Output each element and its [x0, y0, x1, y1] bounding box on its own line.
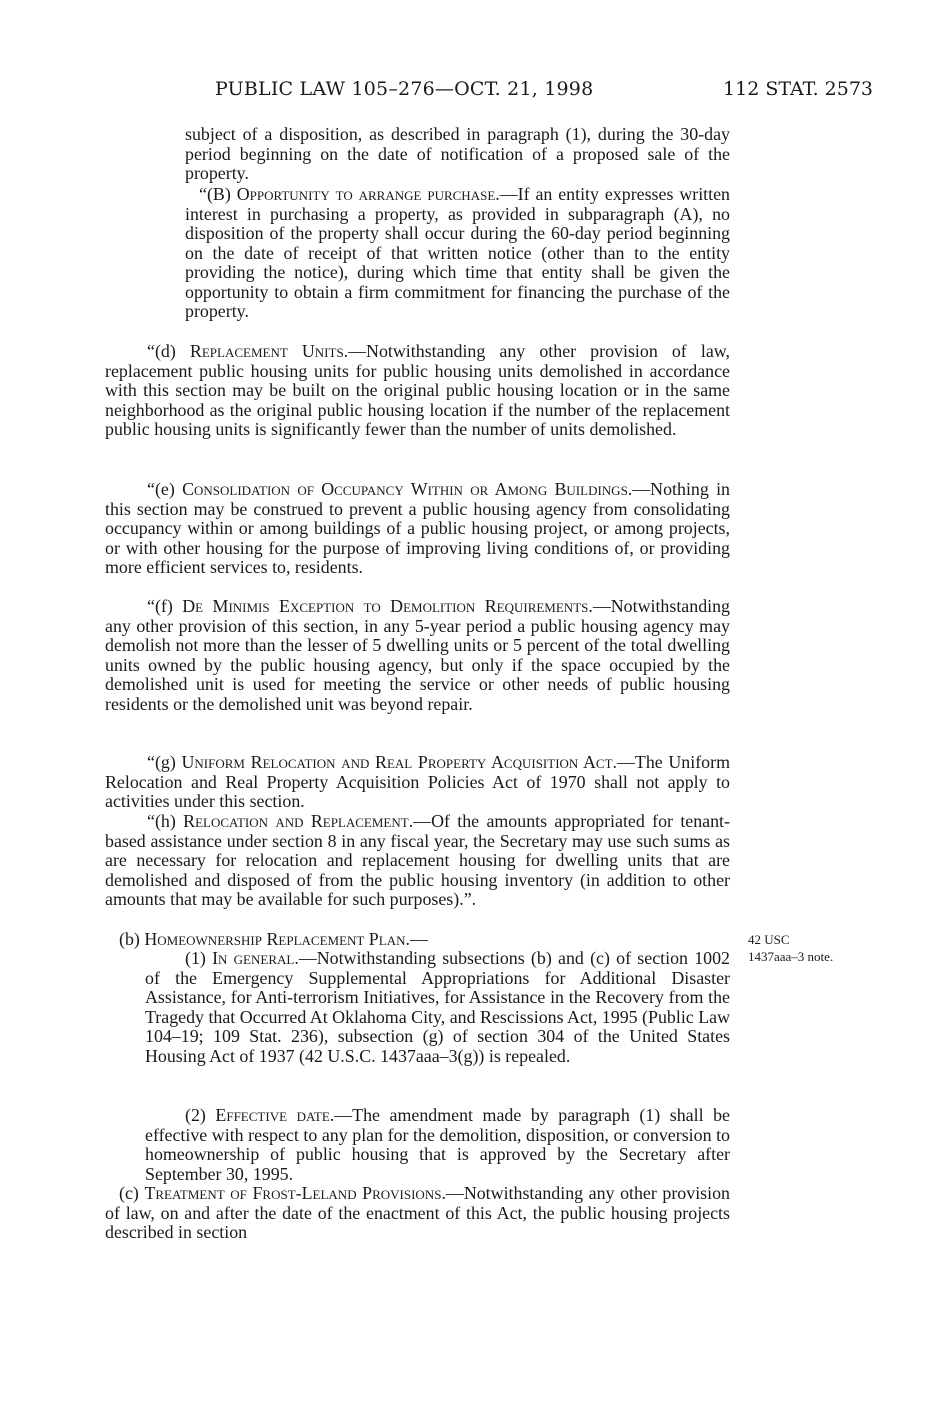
- paragraph-heading: De Minimis Exception to Demolition Requirements.: [182, 596, 593, 616]
- paragraph-heading: Effective date.: [215, 1105, 335, 1125]
- paragraph-text: —Nothing in this section may be construed to prevent a public housing agency from consolidating occupancy within or among buildings of a public housing project, or among projects, or with other housing for the purpose of improving living conditions of, or providing more efficient services to, residents.: [105, 479, 731, 577]
- paragraph-homeownership-plan: [105, 930, 730, 950]
- paragraph-prefix: “(f): [147, 596, 183, 616]
- header-stat-page: 112 STAT. 2573: [723, 78, 873, 100]
- paragraph-de-minimis-exception: [105, 597, 730, 714]
- paragraph-frost-leland: [105, 1184, 730, 1243]
- paragraph-heading: Opportunity to arrange purchase.: [236, 184, 500, 204]
- paragraph-uniform-relocation-act: [105, 753, 730, 812]
- paragraph-prefix: “(g): [147, 752, 182, 772]
- paragraph-prefix: (c): [119, 1183, 145, 1203]
- paragraph-opportunity-purchase: [185, 185, 730, 322]
- paragraph-text: —Notwithstanding any other provision of law, replacement public housing units for public housing units demolished in accordance with this section may be built on the original public housing location or in the same neighborhood as the original public housing location if the number of the replacement public housing units is significantly fewer than the number of units demolished.: [105, 341, 730, 439]
- paragraph-heading: Relocation and Replacement.: [183, 811, 414, 831]
- paragraph-text: subject of a disposition, as described in paragraph (1), during the 30-day period beginning on the date of notification of a proposed sale of the property.: [185, 124, 730, 183]
- paragraph-in-general: [145, 949, 730, 1066]
- paragraph-prefix: “(d): [147, 341, 190, 361]
- paragraph-text: —Notwithstanding any other provision of this section, in any 5-year period a public housing agency may demolish not more than the lesser of 5 dwelling units or 5 percent of the total dwelling units owned by the public housing agency, but only if the space occupied by the demolished unit is used for meeting the service or other needs of public housing residents or the demolished unit was beyond repair.: [105, 596, 731, 714]
- margin-note-line: 42 USC: [748, 932, 790, 947]
- paragraph-prefix: “(h): [147, 811, 184, 831]
- paragraph-heading: Treatment of Frost-Leland Provisions.: [144, 1183, 446, 1203]
- paragraph-prefix: “(e): [147, 479, 183, 499]
- paragraph-prefix: (1): [185, 948, 213, 968]
- paragraph-text: —The amendment made by paragraph (1) shall be effective with respect to any plan for the demolition, disposition, or conversion to homeownership of public housing that is approved by the Secretary after September 30, 1995.: [145, 1105, 730, 1184]
- paragraph-text: —Notwithstanding any other provision of law, on and after the date of the enactment of this Act, the public housing projects described in section: [105, 1183, 730, 1242]
- paragraph-heading: Uniform Relocation and Real Property Acquisition Act.: [181, 752, 617, 772]
- paragraph-prefix: (2): [185, 1105, 216, 1125]
- running-header: [215, 76, 873, 102]
- paragraph-heading: Consolidation of Occupancy Within or Among Buildings.: [182, 479, 633, 499]
- paragraph-disposition-subject: [185, 125, 730, 184]
- paragraph-consolidation-occupancy: [105, 480, 730, 578]
- header-public-law: PUBLIC LAW 105–276—OCT. 21, 1998: [215, 78, 594, 100]
- paragraph-heading: Replacement Units.: [189, 341, 349, 361]
- paragraph-heading: Homeownership Replacement Plan.: [144, 929, 410, 949]
- paragraph-replacement-units: [105, 342, 730, 440]
- paragraph-text: —If an entity expresses written interest in purchasing a property, as provided in subparagraph (A), no disposition of the property shall occur during the 60-day period beginning on the date of receipt of that written notice (other than to the entity providing the notice), during which time that entity shall be given the opportunity to obtain a firm commitment for financing the purchase of the property.: [185, 184, 730, 321]
- margin-citation-note: [748, 931, 878, 965]
- paragraph-text: —The Uniform Relocation and Real Property Acquisition Policies Act of 1970 shall not apply to activities under this section.: [105, 752, 730, 811]
- paragraph-text: —Notwithstanding subsections (b) and (c) of section 1002 of the Emergency Supplemental Appropriations for Additional Disaster Assistance, for Anti-terrorism Initiatives, for Assistance in the Recovery from the Tragedy that Occurred At Oklahoma City, and Rescissions Act, 1995 (Public Law 104–19; 109 Stat. 236), subsection (g) of section 304 of the United States Housing Act of 1937 (42 U.S.C. 1437aaa–3(g)) is repealed.: [145, 948, 730, 1066]
- paragraph-prefix: “(B): [199, 184, 237, 204]
- margin-note-line: 1437aaa–3 note.: [748, 949, 834, 964]
- paragraph-text: —Of the amounts appropriated for tenant-based assistance under section 8 in any fiscal year, the Secretary may use such sums as are necessary for relocation and replacement housing for dwelling units that are demolished and disposed of from the public housing inventory (in addition to other amounts that may be available for such purposes).”.: [105, 811, 730, 909]
- paragraph-text: —: [409, 929, 428, 949]
- paragraph-prefix: (b): [119, 929, 145, 949]
- paragraph-relocation-replacement: [105, 812, 730, 910]
- paragraph-heading: In general.: [212, 948, 299, 968]
- paragraph-effective-date: [145, 1106, 730, 1184]
